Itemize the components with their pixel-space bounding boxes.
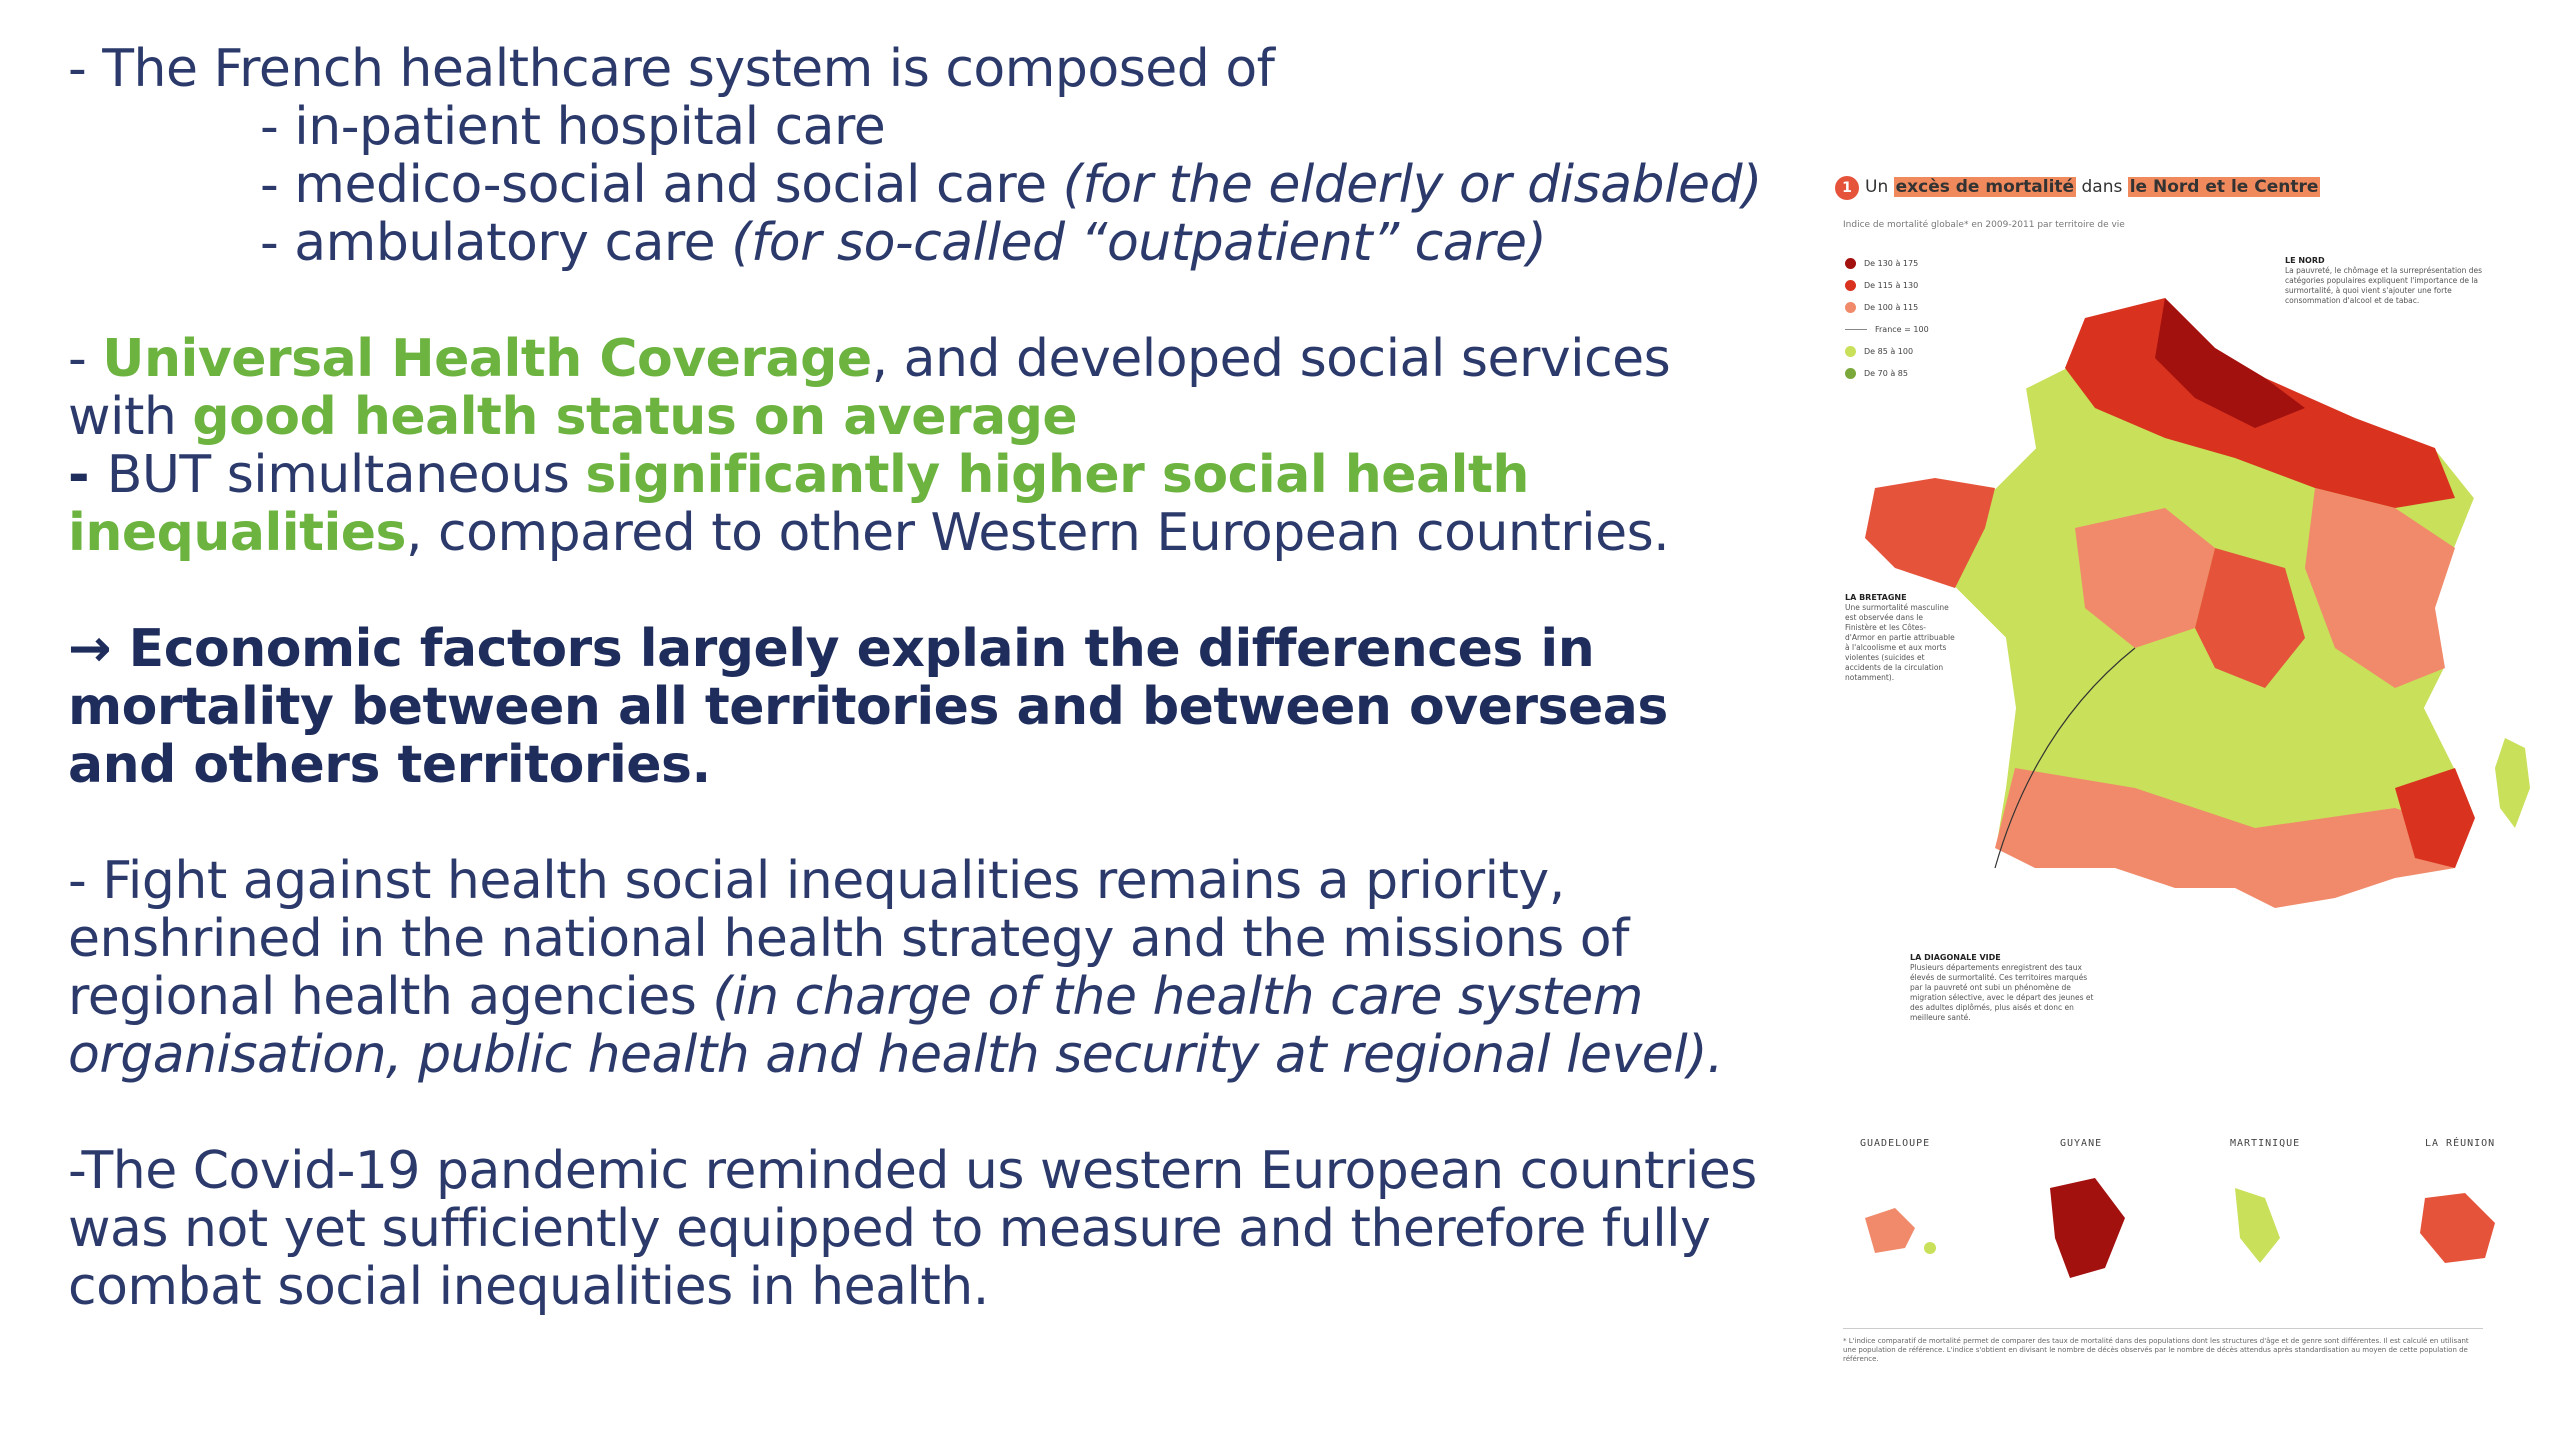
inequalities-dash: - [68, 445, 107, 505]
legend-label: De 130 à 175 [1864, 258, 1919, 268]
figure-title-c: dans [2076, 177, 2128, 197]
legend-divider [1845, 329, 1867, 330]
label-guyane: GUYANE [2060, 1138, 2103, 1149]
legend-item [1845, 296, 1929, 318]
list-item-ambulatory [68, 214, 1768, 272]
medico-social-note: (for the elderly or disabled) [1062, 155, 1762, 215]
legend-swatch [1845, 368, 1856, 379]
guyane-shape [2050, 1178, 2125, 1278]
figure-title-b: excès de mortalité [1895, 177, 2075, 197]
map-legend [1845, 252, 1929, 384]
coverage-paragraph [68, 330, 1768, 446]
economic-factors-statement: → Economic factors largely explain the differences in mortality between all territories and between overseas and others territories. [68, 619, 1668, 795]
uhc-highlight: Universal Health Coverage [102, 329, 872, 389]
annotation-bretagne [1845, 593, 1955, 683]
inequalities-end: , compared to other Western European countries. [406, 503, 1670, 563]
health-status-highlight: good health status on average [192, 387, 1078, 447]
ambulatory-label: - ambulatory care [260, 213, 732, 273]
guadeloupe-island [1924, 1242, 1936, 1254]
list-item-medico-social [68, 156, 1768, 214]
figure-title-a: Un [1865, 177, 1894, 197]
annotation-nord-title: LE NORD [2285, 256, 2325, 265]
figure-number: 1 [1835, 176, 1859, 200]
mortality-map-figure [1835, 168, 2545, 1398]
legend-item [1845, 340, 1929, 362]
martinique-shape [2235, 1188, 2280, 1263]
figure-subtitle: Indice de mortalité globale* en 2009-2011 par territoire de vie [1843, 220, 2125, 230]
legend-label: De 85 à 100 [1864, 346, 1914, 356]
annotation-nord [2285, 256, 2485, 306]
legend-item [1845, 362, 1929, 384]
figure-title-d: le Nord et le Centre [2129, 177, 2319, 197]
guadeloupe-shape [1865, 1208, 1915, 1253]
label-guadeloupe: GUADELOUPE [1860, 1138, 1931, 1149]
list-item-inpatient: - in-patient hospital care [260, 97, 886, 157]
covid-paragraph: -The Covid-19 pandemic reminded us western European countries was not yet sufficiently equipped to measure and therefore fully combat social inequalities in health. [68, 1141, 1757, 1317]
legend-swatch [1845, 280, 1856, 291]
legend-swatch [1845, 258, 1856, 269]
label-martinique: MARTINIQUE [2230, 1138, 2301, 1149]
priority-paragraph [68, 852, 1768, 1084]
intro-line: - The French healthcare system is composed of [68, 39, 1275, 99]
legend-label: France = 100 [1875, 324, 1929, 334]
coverage-dash: - [68, 329, 103, 389]
legend-item [1845, 274, 1929, 296]
inequalities-but: BUT simultaneous [106, 445, 586, 505]
priority-note: (in charge of the health care system organisation, public health and health security at regional level). [68, 967, 1724, 1085]
annotation-diagonale-title: LA DIAGONALE VIDE [1910, 953, 2001, 962]
corsica-shape [2495, 738, 2530, 828]
legend-item [1845, 318, 1929, 340]
medico-social-label: - medico-social and social care [260, 155, 1063, 215]
ambulatory-note: (for so-called “outpatient” care) [731, 213, 1547, 273]
legend-swatch [1845, 346, 1856, 357]
figure-footnote: * L'indice comparatif de mortalité permet de comparer des taux de mortalité dans des populations dont les structures d'âge et de genre sont différentes. Il est calculé en utilisant une population de référence. L'indice s'obtient en divisant le nombre de décès observés par le nombre de décès attendus après standardisation au moyen de cette population de référence. [1843, 1328, 2483, 1364]
slide-text [68, 40, 1768, 1316]
annotation-diagonale-text: Plusieurs départements enregistrent des taux élevés de surmortalité. Ces territoires marqués par la pauvreté ont subi un phénomène de migration sélective, avec le départ des jeunes et des adultes diplômés, plus aisés et donc en meilleure santé. [1910, 963, 2094, 1022]
label-reunion: LA RÉUNION [2425, 1138, 2496, 1149]
legend-label: De 70 à 85 [1864, 368, 1908, 378]
priority-text: - Fight against health social inequalities remains a priority, enshrined in the national health strategy and the missions of regional health agencies [68, 851, 1629, 1027]
legend-item [1845, 252, 1929, 274]
annotation-nord-text: La pauvreté, le chômage et la surreprésentation des catégories populaires expliquent l'importance de la surmortalité, à quoi vient s'ajouter une forte consommation d'alcool et de tabac. [2285, 266, 2483, 305]
inequalities-highlight: significantly higher social health inequalities [68, 445, 1529, 563]
legend-swatch [1845, 302, 1856, 313]
reunion-shape [2420, 1193, 2495, 1263]
legend-label: De 115 à 130 [1864, 280, 1919, 290]
annotation-bretagne-text: Une surmortalité masculine est observée dans le Finistère et les Côtes-d'Armor en partie attribuable à l'alcoolisme et aux morts violentes (suicides et accidents de la circulation notamment). [1845, 603, 1955, 682]
legend-label: De 100 à 115 [1864, 302, 1919, 312]
annotation-bretagne-title: LA BRETAGNE [1845, 593, 1907, 602]
france-map [1835, 168, 2545, 1398]
inequalities-paragraph [68, 446, 1768, 562]
annotation-diagonale [1910, 953, 2100, 1023]
coverage-middle: , and developed social services with [68, 329, 1671, 447]
